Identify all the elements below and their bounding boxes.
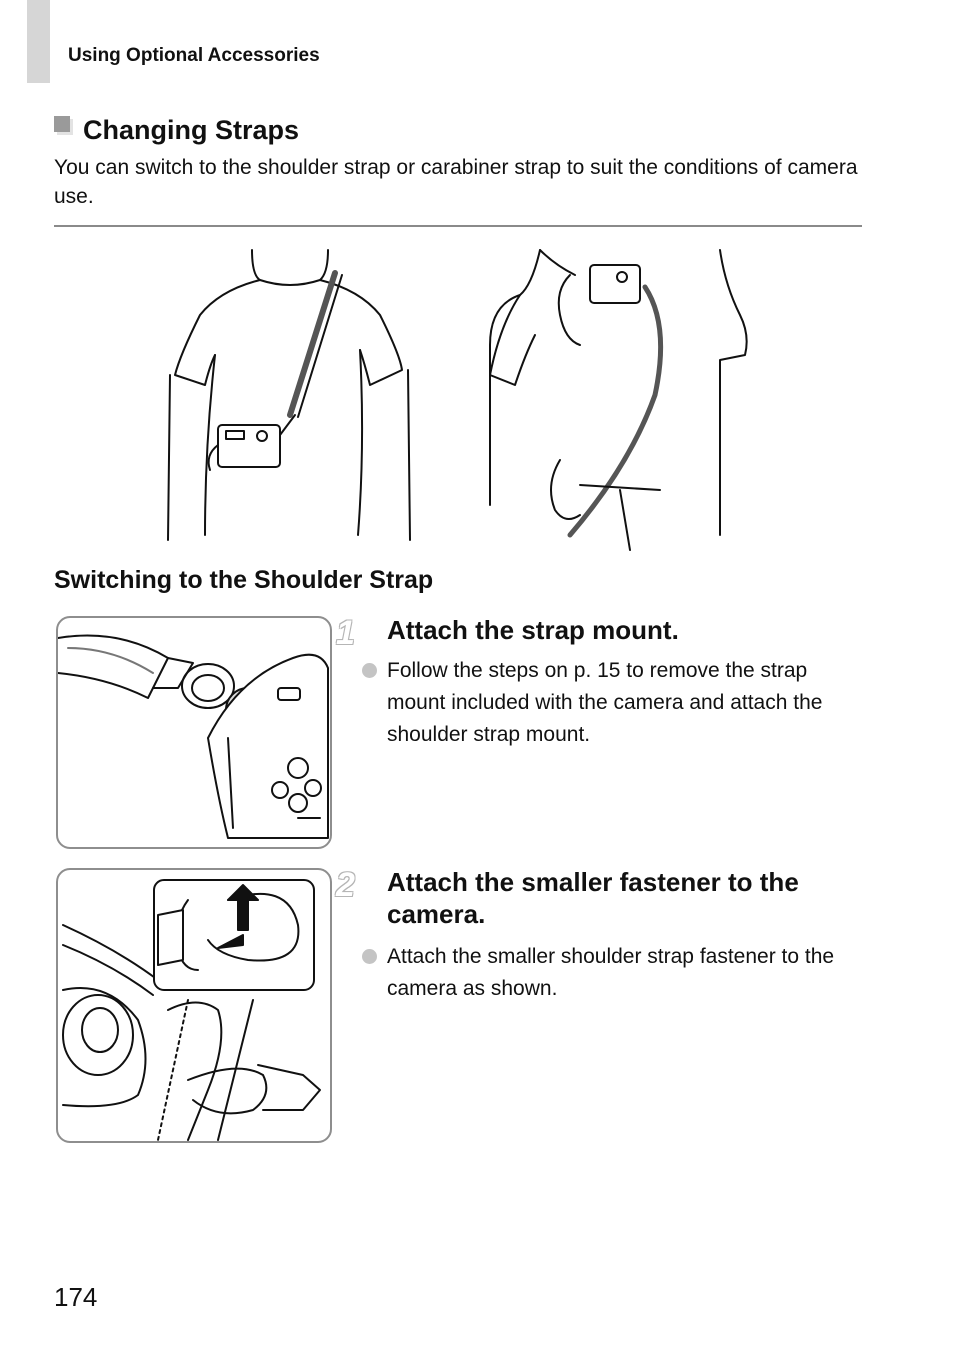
strap-usage-illustration	[160, 245, 760, 555]
step2-figure	[56, 868, 332, 1143]
section-title: Changing Straps	[83, 115, 300, 145]
step-bullet-text-2: Attach the smaller shoulder strap fastener to the camera as shown.	[387, 945, 835, 1000]
step-bullet-text-1: Follow the steps on p. 15 to remove the strap mount included with the camera and attach the shoulder strap mount.	[387, 659, 823, 746]
step-number-2: 2	[336, 866, 355, 904]
running-head: Using Optional Accessories	[68, 45, 320, 66]
step1-figure	[56, 616, 332, 849]
shoulder-strap-figure	[168, 250, 410, 540]
bullet-dot-icon	[362, 949, 377, 964]
carabiner-strap-figure	[490, 250, 747, 550]
section-divider	[54, 225, 862, 227]
bullet-dot-icon	[362, 663, 377, 678]
step-bullet-2	[362, 941, 862, 1005]
step-bullet-1	[362, 655, 862, 751]
step-title-2: Attach the smaller fastener to the camera.	[387, 867, 799, 929]
page-number: 174	[54, 1282, 98, 1312]
gray-square-icon	[54, 116, 73, 135]
side-tab-marker	[27, 0, 50, 83]
section-intro: You can switch to the shoulder strap or carabiner strap to suit the conditions of camera use.	[54, 156, 858, 208]
step-title-1: Attach the strap mount.	[387, 615, 679, 645]
subsection-title: Switching to the Shoulder Strap	[54, 566, 434, 594]
step-number-1: 1	[336, 614, 355, 652]
